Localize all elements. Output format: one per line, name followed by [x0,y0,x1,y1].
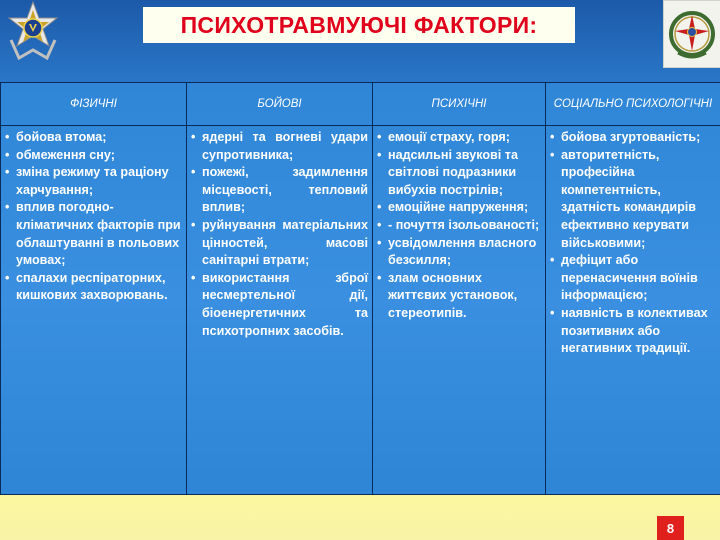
list-item: • бойова втома; [5,129,182,147]
list-item: • емоції страху, горя; [377,129,541,147]
column-header-social-psychological [546,83,720,126]
military-academy-emblem-icon [664,1,720,67]
page-title: ПСИХОТРАВМУЮЧІ ФАКТОРИ: [180,11,538,38]
list-item: • усвідомлення власного безсилля; [377,235,541,270]
list-item: • обмеження сну; [5,147,182,165]
table-header-row [1,83,720,126]
factors-table [0,82,720,495]
title-banner [143,7,575,43]
list-item: • використання зброї несмертельної дії, біоенергетичних та психотропних засобів. [191,270,368,340]
list-item: • - почуття ізольованості; [377,217,541,235]
column-header-physical: ФІЗИЧНІ [1,83,187,126]
list-item: • злам основних життєвих установок, стереотипів. [377,270,541,323]
academy-emblem-frame [663,0,720,68]
page-number: 8 [666,520,675,536]
ukrainian-army-emblem-icon [3,0,63,64]
list-item: • надсильні звукові та світлові подразники вибухів пострілів; [377,147,541,200]
page-number-badge [657,516,684,540]
column-header-social-psychological-label: СОЦІАЛЬНО ПСИХОЛОГІЧНІ [553,97,713,110]
column-combat [187,126,373,495]
column-physical [1,126,187,495]
column-social-psychological [546,126,720,495]
column-mental [373,126,546,495]
list-item: • ядерні та вогневі удари супротивника; [191,129,368,164]
list-item: • авторитетність, професійна компетентність, здатність командирів ефективно керувати військовими; [550,147,716,253]
list-item: • дефіцит або перенасичення воїнів інформацією; [550,252,716,305]
table-body-row [1,126,720,495]
column-header-combat: БОЙОВІ [187,83,373,126]
list-item: • емоційне напруження; [377,199,541,217]
list-item: • руйнування матеріальних цінностей, масові санітарні втрати; [191,217,368,270]
footer-band [0,494,720,540]
list-item: • вплив погодно-кліматичних факторів при облаштуванні в польових умовах; [5,199,182,269]
list-item: • зміна режиму та раціону харчування; [5,164,182,199]
list-item: • наявність в колективах позитивних або негативних традиції. [550,305,716,358]
column-header-mental: ПСИХІЧНІ [373,83,546,126]
list-item: • спалахи респіраторних, кишкових захворювань. [5,270,182,305]
list-item: • пожежі, задимлення місцевості, тепловий вплив; [191,164,368,217]
list-item: • бойова згуртованість; [550,129,716,147]
